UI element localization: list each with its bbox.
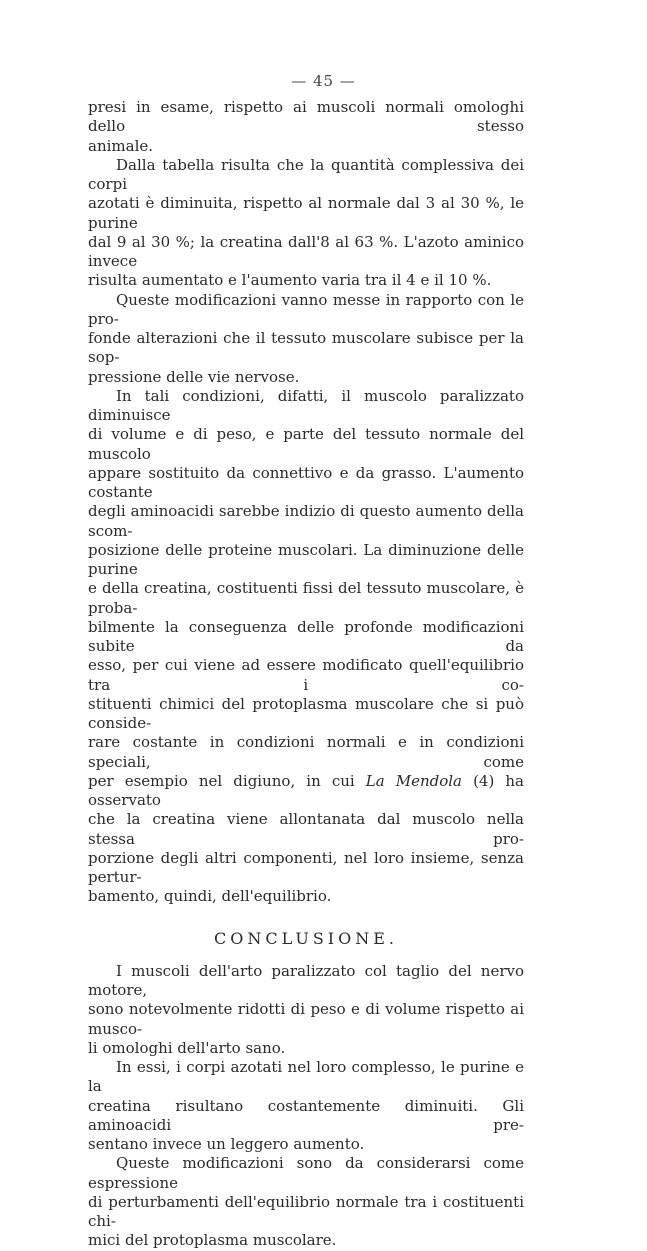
text-line: bilmente la conseguenza delle profonde modificazioni subite da	[88, 617, 524, 655]
text-line: esso, per cui viene ad essere modificato quell'equilibrio tra i co-	[88, 656, 524, 694]
page-number: — 45 —	[291, 72, 356, 90]
text-line: bamento, quindi, dell'equilibrio.	[88, 887, 332, 906]
text-line: Queste modificazioni vanno messe in rapporto con le pro-	[88, 290, 524, 328]
paragraph-tabella	[88, 156, 524, 291]
conclusion-paragraph	[88, 1154, 524, 1250]
section-heading: CONCLUSIONE.	[214, 928, 398, 948]
text-line: e della creatina, costituenti fissi del tessuto muscolare, è proba-	[88, 579, 524, 617]
text-line-with-author	[88, 772, 524, 811]
text-line: stituenti chimici del protoplasma muscolare che si può conside-	[88, 694, 524, 732]
paragraph-continuation	[88, 98, 524, 156]
text-line: che la creatina viene allontanata dal muscolo nella stessa pro-	[88, 810, 524, 848]
paragraph-condizioni	[88, 387, 524, 907]
conclusion-paragraph	[88, 962, 524, 1058]
text-line: fonde alterazioni che il tessuto muscolare subisce per la sop-	[88, 329, 524, 367]
text-line: In tali condizioni, difatti, il muscolo paralizzato diminuisce	[88, 386, 524, 424]
text-line: risulta aumentato e l'aumento varia tra il 4 e il 10 %.	[88, 271, 492, 290]
text-span: (4) ha osservato	[88, 771, 524, 809]
text-line: degli aminoacidi sarebbe indizio di questo aumento della scom-	[88, 502, 524, 540]
text-line: Dalla tabella risulta che la quantità complessiva dei corpi	[88, 155, 524, 193]
text-line: li omologhi dell'arto sano.	[88, 1038, 286, 1057]
text-line: In essi, i corpi azotati nel loro complesso, le purine e la	[88, 1058, 524, 1096]
conclusion-paragraph	[88, 1058, 524, 1154]
body-text	[88, 98, 524, 1251]
text-line: I muscoli dell'arto paralizzato col taglio del nervo motore,	[88, 961, 524, 999]
text-line: pressione delle vie nervose.	[88, 367, 300, 386]
text-line: creatina risultano costantemente diminuiti. Gli aminoacidi pre-	[88, 1096, 524, 1134]
text-line: sono notevolmente ridotti di peso e di volume rispetto ai musco-	[88, 1000, 524, 1038]
text-line: appare sostituito da connettivo e da grasso. L'aumento costante	[88, 463, 524, 501]
text-span: per esempio nel digiuno, in cui	[88, 771, 366, 790]
text-line: sentano invece un leggero aumento.	[88, 1135, 365, 1153]
author-name: La Mendola	[365, 771, 462, 790]
text-line: Queste modificazioni sono da considerarsi come espressione	[88, 1154, 524, 1192]
text-line: di perturbamenti dell'equilibrio normale tra i costituenti chi-	[88, 1192, 524, 1230]
paragraph-modificazioni	[88, 291, 524, 387]
text-line: azotati è diminuita, rispetto al normale dal 3 al 30 %, le purine	[88, 194, 524, 232]
text-line: mici del protoplasma muscolare.	[88, 1231, 337, 1250]
text-line: dal 9 al 30 %; la creatina dall'8 al 63 %. L'azoto aminico invece	[88, 232, 524, 270]
text-line: presi in esame, rispetto ai muscoli normali omologhi dello stesso	[88, 98, 524, 136]
text-line: rare costante in condizioni normali e in condizioni speciali, come	[88, 733, 524, 771]
text-line: posizione delle proteine muscolari. La diminuzione delle purine	[88, 540, 524, 578]
text-line: porzione degli altri componenti, nel loro insieme, senza pertur-	[88, 848, 524, 886]
text-line: di volume e di peso, e parte del tessuto normale del muscolo	[88, 425, 524, 463]
text-line: animale.	[88, 136, 154, 155]
